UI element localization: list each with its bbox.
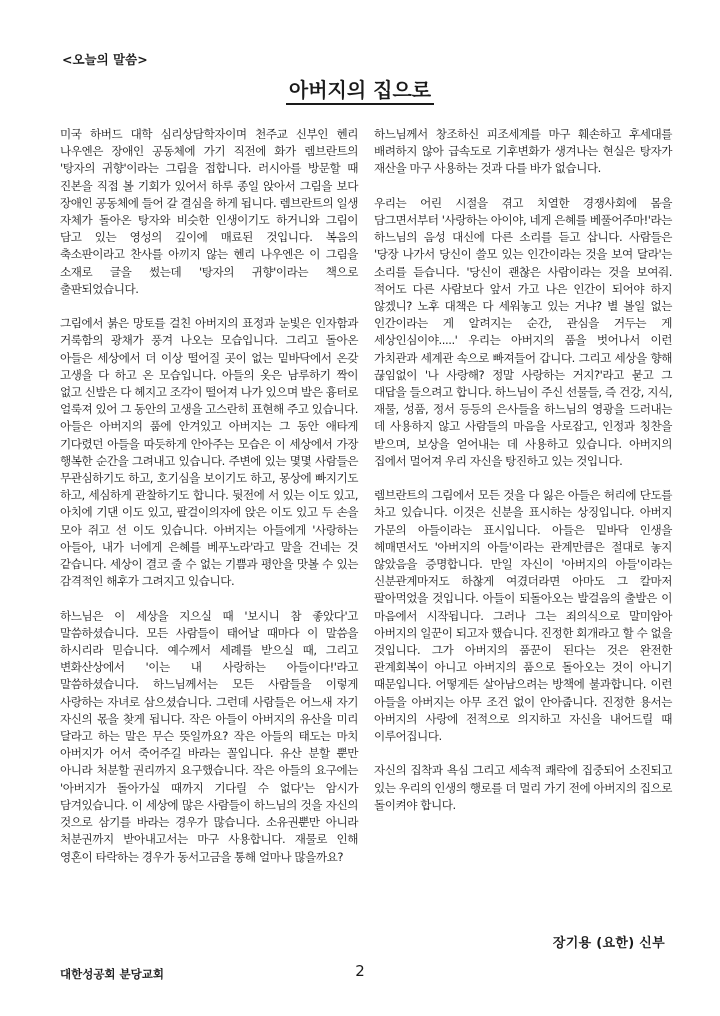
paragraph: 하느님께서 창조하신 피조세계를 마구 훼손하고 후세대를 배려하지 않아 급속도로 기후변화가 생겨나는 현실은 탕자가 재산을 마구 사용하는 것과 다를 바가 없습니다. (374, 127, 672, 176)
page-number: 2 (355, 962, 365, 980)
section-label: <오늘의 말씀> (62, 52, 148, 67)
paragraph: 자신의 집착과 욕심 그리고 세속적 쾌락에 집중되어 소진되고 있는 우리의 인생의 행로를 더 멀리 가기 전에 아버지의 집으로 돌이켜야 합니다. (374, 763, 672, 812)
right-column (374, 126, 672, 831)
page-title (0, 74, 720, 103)
paragraph: 우리는 어린 시절을 겪고 치열한 경쟁사회에 몸을 담그면서부터 '사랑하는 아이야, 네게 은혜를 베풀어주마!'라는 하느님의 음성 대신에 다른 소리를 듣고 삽니다. 사람들은 '당장 나가서 당신이 쓸모 있는 인간이라는 것을 보여 달라'는 소리를 듣습니다. '당신이 괜찮은 사람이라는 것을 보여줘. 적어도 다른 사람보다 앞서 가고 나은 인간이 되어야 하지 않겠니? 노후 대책은 다 세워놓고 있는 거냐? 별 볼일 없는 인간이라는 게 알려지는 순간, 관심을 거두는 게 세상인심이야.....' 우리는 아버지의 품을 벗어나서 이런 가치관과 세계관 속으로 빠져들어 갑니다. 그리고 세상을 향해 끊임없이 '나 사랑해? 정말 사랑하는 거지?'라고 묻고 그 대답을 들으려고 합니다. 하느님이 주신 선물들, 즉 건강, 지식, 재물, 성품, 정서 등등의 은사들을 하느님의 영광을 드러내는 데 사용하지 않고 사람들의 마음을 사로잡고, 인정과 칭찬을 받으며, 보상을 얻어내는 데 사용하고 있습니다. 아버지의 집에서 멀어져 우리 자신을 탕진하고 있는 것입니다. (374, 195, 672, 468)
footer-church-name: 대한성공회 분당교회 (60, 967, 164, 981)
paragraph: 렘브란트의 그림에서 모든 것을 다 잃은 아들은 허리에 단도를 차고 있습니다. 이것은 신분을 표시하는 상징입니다. 아버지 가문의 아들이라는 표시입니다. 아들은 밑바닥 인생을 헤매면서도 '아버지의 아들'이라는 관계만큼은 절대로 놓지 않았음을 증명합니다. 만일 자신이 '아버지의 아들'이라는 신분관계마저도 하찮게 여겼더라면 아마도 그 칼마저 팔아먹었을 것입니다. 아들이 되돌아오는 발걸음의 출발은 이 마음에서 시작됩니다. 그러나 그는 죄의식으로 말미암아 아버지의 일꾼이 되고자 했습니다. 진정한 회개라고 할 수 없을 것입니다. 그가 아버지의 품꾼이 된다는 것은 완전한 관계회복이 아니고 아버지의 품으로 돌아오는 것이 아니기 때문입니다. 어떻게든 살아남으려는 방책에 불과합니다. 이런 아들을 아버지는 아무 조건 없이 안아줍니다. 진정한 용서는 아버지의 사랑에 전적으로 의지하고 자신을 내어드릴 때 이루어집니다. (374, 488, 672, 744)
page-title-text: 아버지의 집으로 (286, 78, 434, 105)
left-column (60, 126, 358, 883)
paragraph: 하느님은 이 세상을 지으실 때 '보시니 참 좋았다'고 말씀하셨습니다. 모든 사람들이 태어날 때마다 이 말씀을 하시리라 믿습니다. 예수께서 세례를 받으실 때, 그리고 변화산상에서 '이는 내 사랑하는 아들이다!'라고 말씀하셨습니다. 하느님께서는 모든 사람들을 이렇게 사랑하는 자녀로 삼으셨습니다. 그런데 사람들은 어느새 자기 자신의 몫을 찾게 됩니다. 작은 아들이 아버지의 유산을 미리 달라고 하는 말은 무슨 뜻일까요? 작은 아들의 태도는 마치 아버지가 어서 죽어주길 바라는 꼴입니다. 유산 분할 뿐만 아니라 처분할 권리까지 요구했습니다. 작은 아들의 요구에는 '아버지가 돌아가실 때까지 기다릴 수 없다'는 암시가 담겨있습니다. 이 세상에 많은 사람들이 하느님의 것을 자신의 것으로 삼기를 바라는 경우가 많습니다. 소유권뿐만 아니라 처분권까지 받아내고서는 마구 사용합니다. 재물로 인해 영혼이 타락하는 경우가 동서고금을 통해 얼마나 많을까요? (60, 608, 358, 864)
paragraph: 그림에서 붉은 망토를 걸친 아버지의 표정과 눈빛은 인자함과 거룩함의 광채가 풍겨 나오는 모습입니다. 그리고 돌아온 아들은 세상에서 더 이상 떨어질 곳이 없는 밑바닥에서 온갖 고생을 다 하고 온 모습입니다. 아들의 옷은 남루하기 짝이 없고 신발은 다 헤지고 조각이 떨어져 나가 있으며 발은 흉터로 얼룩져 있어 그 동안의 고생을 고스란히 표현해 주고 있습니다. 아들은 아버지의 품에 안겨있고 아버지는 그 동안 애타게 기다렸던 아들을 따듯하게 안아주는 모습은 이 세상에서 가장 행복한 순간을 그려내고 있습니다. 주변에 있는 몇몇 사람들은 무관심하기도 하고, 호기심을 보이기도 하고, 몽상에 빠지기도 하고, 세심하게 관찰하기도 합니다. 뒷전에 서 있는 이도 있고, 아치에 기댄 이도 있고, 팔걸이의자에 앉은 이도 있고 두 손을 모아 쥐고 선 이도 있습니다. 아버지는 아들에게 '사랑하는 아들아, 내가 너에게 은혜를 베푸노라'라고 말을 건네는 것 같습니다. 세상이 결코 줄 수 없는 기쁨과 평안을 맛볼 수 있는 감격적인 해후가 그려지고 있습니다. (60, 316, 358, 589)
paragraph: 미국 하버드 대학 심리상담학자이며 천주교 신부인 헨리 나우엔은 장애인 공동체에 가기 직전에 화가 렘브란트의 '탕자의 귀향'이라는 그림을 접합니다. 러시아를 방문할 때 진본을 직접 볼 기회가 있어서 하루 종일 앉아서 그림을 보다 장애인 공동체에 들어 갈 결심을 하게 됩니다. 렘브란트의 일생 자체가 돌아온 탕자와 비슷한 인생이기도 하거니와 그림이 담고 있는 영성의 깊이에 매료된 것입니다. 복음의 축소판이라고 찬사를 아끼지 않는 헨리 나우엔은 이 그림을 소재로 글을 썼는데 '탕자의 귀향'이라는 책으로 출판되었습니다. (60, 127, 358, 296)
author-signature: 장기용 (요한) 신부 (552, 936, 665, 951)
